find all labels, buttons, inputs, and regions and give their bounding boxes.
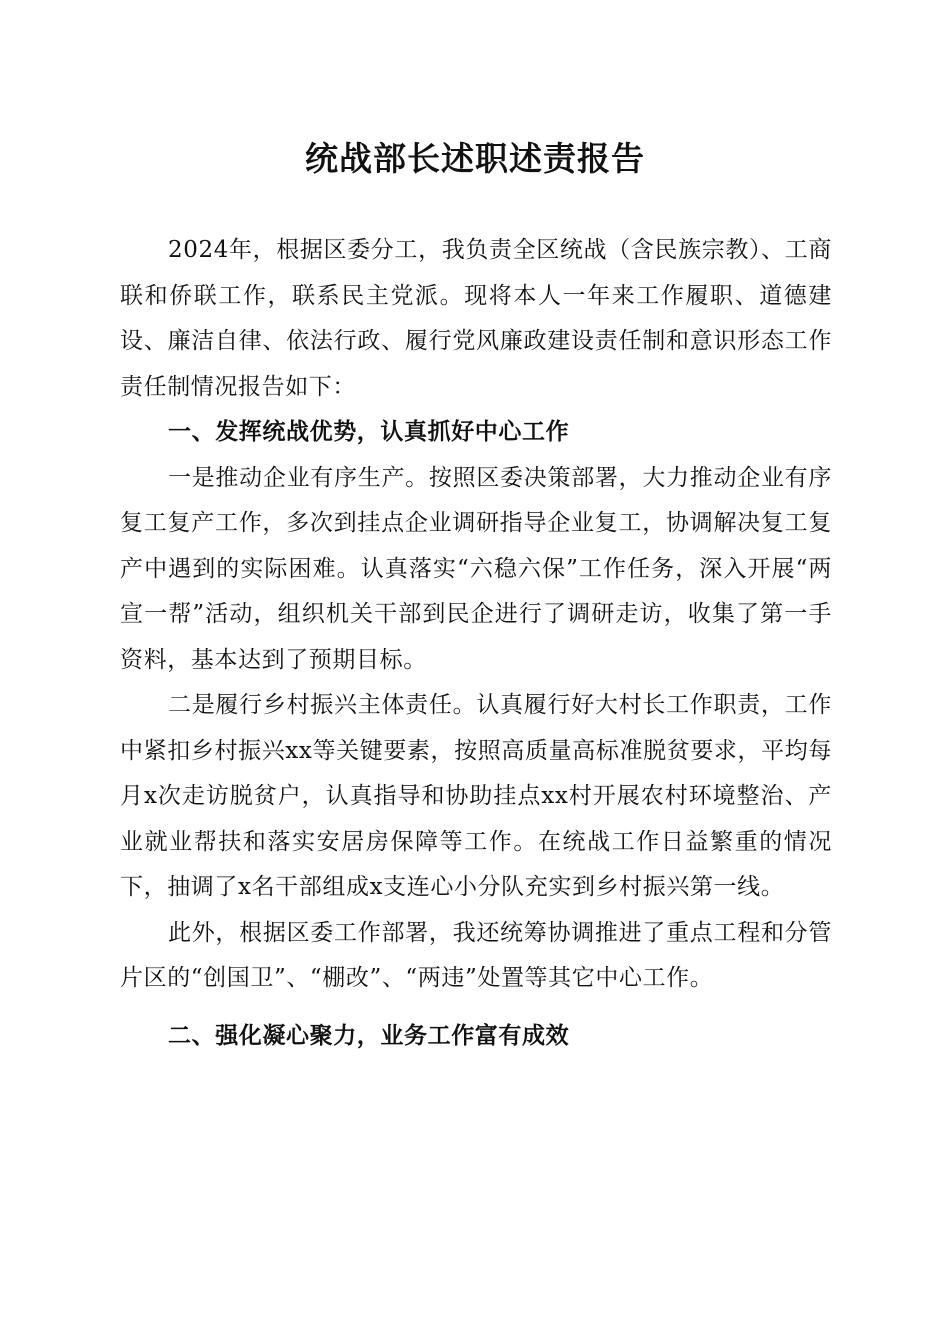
paragraph-lead: 一是推动企业有序生产。 xyxy=(168,464,429,491)
paragraph-text: 按照区委决策部署，大力推动企业有序复工复产工作，多次到挂点企业调研指导企业复工，协调解决复工复产中遇到的实际困难。认真落实“六稳六保”工作任务，深入开展“两宣一帮”活动，组织机关干部到民企进行了调研走访，收集了第一手资料，基本达到了预期目标。 xyxy=(120,464,832,673)
document-title: 统战部长述职述责报告 xyxy=(305,139,645,178)
paragraph-rural-revitalization xyxy=(120,683,832,911)
document-body xyxy=(120,228,832,1059)
section-heading-2: 二、强化凝心聚力，业务工作富有成效 xyxy=(168,1022,570,1049)
paragraph-enterprise-production xyxy=(120,456,832,684)
spacer xyxy=(120,1002,832,1014)
section-heading-1: 一、发挥统战优势，认真抓好中心工作 xyxy=(168,419,570,445)
paragraph-other-work: 此外，根据区委工作部署，我还统筹协调推进了重点工程和分管片区的“创国卫”、“棚改”、“两违”处置等其它中心工作。 xyxy=(120,919,832,991)
intro-paragraph: 2024年，根据区委分工，我负责全区统战（含民族宗教）、工商联和侨联工作，联系民主党派。现将本人一年来工作履职、道德建设、廉洁自律、依法行政、履行党风廉政建设责任制和意识形态工作责任制情况报告如下： xyxy=(120,237,832,400)
paragraph-lead: 二是履行乡村振兴主体责任。 xyxy=(168,692,477,718)
paragraph-text: 认真履行好大村长工作职责，工作中紧扣乡村振兴xx等关键要素，按照高质量高标准脱贫要求，平均每月x次走访脱贫户，认真指导和协助挂点xx村开展农村环境整治、产业就业帮扶和落实安居房保障等工作。在统战工作日益繁重的情况下，抽调了x名干部组成x支连心小分队充实到乡村振兴第一线。 xyxy=(120,692,832,900)
